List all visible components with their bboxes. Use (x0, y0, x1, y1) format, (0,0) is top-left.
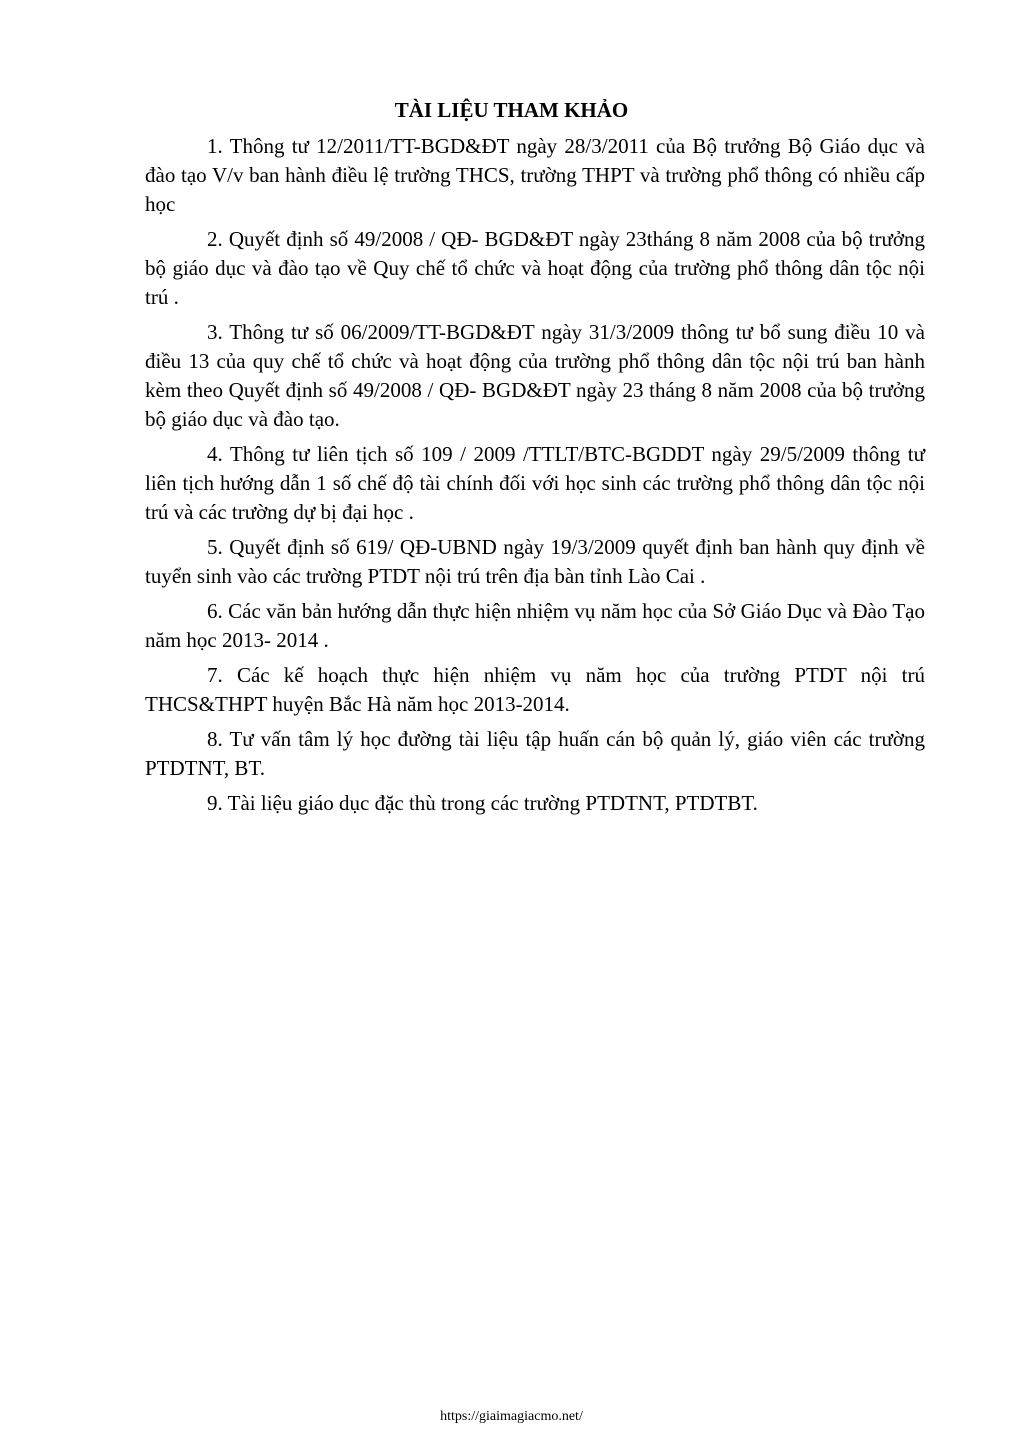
reference-item-3: 3. Thông tư số 06/2009/TT-BGD&ĐT ngày 31/3/2009 thông tư bổ sung điều 10 và điều 13 của quy chế tổ chức và hoạt động của trường phổ thông dân tộc nội trú ban hành kèm theo Quyết định số 49/2008 / QĐ- BGD&ĐT ngày 23 tháng 8 năm 2008 của bộ trưởng bộ giáo dục và đào tạo. (145, 320, 925, 431)
reference-item-5: 5. Quyết định số 619/ QĐ-UBND ngày 19/3/2009 quyết định ban hành quy định về tuyển sinh vào các trường PTDT nội trú trên địa bàn tỉnh Lào Cai . (145, 535, 925, 588)
reference-item-8: 8. Tư vấn tâm lý học đường tài liệu tập huấn cán bộ quản lý, giáo viên các trường PTDTNT, BT. (145, 727, 925, 780)
reference-item-4: 4. Thông tư liên tịch số 109 / 2009 /TTLT/BTC-BGDDT ngày 29/5/2009 thông tư liên tịch hướng dẫn 1 số chế độ tài chính đối với học sinh các trường phổ thông dân tộc nội trú và các trường dự bị đại học . (145, 442, 925, 524)
reference-item-2: 2. Quyết định số 49/2008 / QĐ- BGD&ĐT ngày 23tháng 8 năm 2008 của bộ trưởng bộ giáo dục và đào tạo về Quy chế tổ chức và hoạt động của trường phổ thông dân tộc nội trú . (145, 227, 925, 309)
page-title: TÀI LIỆU THAM KHẢO (394, 98, 629, 122)
reference-item-7: 7. Các kế hoạch thực hiện nhiệm vụ năm học của trường PTDT nội trú THCS&THPT huyện Bắc Hà năm học 2013-2014. (145, 663, 925, 716)
reference-item-6: 6. Các văn bản hướng dẫn thực hiện nhiệm vụ năm học của Sở Giáo Dục và Đào Tạo năm học 2013- 2014 . (145, 599, 925, 652)
reference-item-9: 9. Tài liệu giáo dục đặc thù trong các trường PTDTNT, PTDTBT. (207, 791, 758, 815)
reference-list (145, 132, 925, 824)
footer-url: https://giaimagiacmo.net/ (440, 1409, 583, 1424)
reference-item-1: 1. Thông tư 12/2011/TT-BGD&ĐT ngày 28/3/2011 của Bộ trưởng Bộ Giáo dục và đào tạo V/v ban hành điều lệ trường THCS, trường THPT và trường phổ thông có nhiều cấp học (145, 134, 925, 216)
